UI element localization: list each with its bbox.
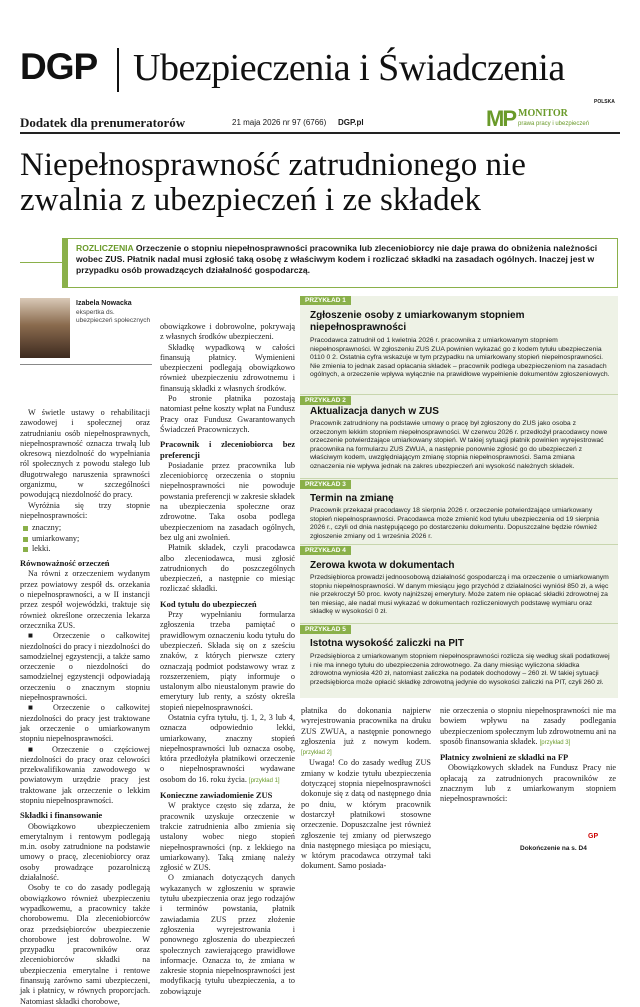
example-body: Pracownik przekazał pracodawcy 18 sierpnia 2026 r. orzeczenie potwierdzające umiarkowany stopień niepełnosprawności. Pracodawca może zmienić kod tytułu ubezpieczenia od 19 sierpnia 2026 r., czyli od dnia następującego po dostarczeniu dokumentu. Dopuszczalne będzie również zgłoszenie zmiany od 1 września 2026 r. — [310, 507, 600, 540]
end-mark-icon: GP — [588, 833, 599, 840]
subheading: Płatnicy zwolnieni ze składki na FP — [440, 752, 569, 763]
example-body: Przedsiębiorca z umiarkowanym stopniem niepełnosprawności rozlicza się według skali podatkowej i nie ma innego tytułu do ubezpieczenia zdrowotnego. Za dany miesiąc wyliczona składka zdrowotna wyniosła 420 zł, natomiast zaliczka na podatek dochodowy – 260 zł. W takiej sytuacji przedsiębiorca może opłacić składkę zdrowotną jedynie do wysokości zaliczki na PIT, czyli 260 zł. — [310, 653, 610, 686]
example-body: Przedsiębiorca prowadzi jednoosobową działalność gospodarczą i ma orzeczenie o umiarkowanym stopniu niepełnosprawności. W danym miesiącu jego przychód z działalności wyniósł 850 zł, a więc nie przekroczył 50 proc. kwoty najniższej emerytury. Może zatem nie opłacać składki zdrowotnej za ten miesiąc, ale nadal musi wykazać w dokumentach rozliczeniowych podstawę wymiaru oraz składkę w wysokości 0 zł. — [310, 574, 609, 616]
example-reference[interactable]: [przykład 1] — [248, 777, 280, 784]
article-column-4 — [440, 706, 616, 805]
paragraph: Przy wypełnianiu formularza zgłoszenia trzeba pamiętać o prawidłowym oznaczeniu kodu tytułu do ubezpieczeń. Składa się on z sześciu znaków, z których pierwsze cztery oznaczają podmiot podstawowy wraz z rozszerzeniem, piąty informuje o ustalonym albo nieustalonym prawie do emerytury lub renty, a szósty określa stopień niepełnosprawności. — [160, 610, 295, 712]
paragraph: Po stronie płatnika pozostają natomiast pełne koszty wpłat na Fundusz Pracy oraz Fundusz Gwarantowanych Świadczeń Pracowniczych. — [160, 394, 295, 434]
example-tag: PRZYKŁAD 4 — [300, 546, 351, 555]
disability-levels-list — [20, 523, 150, 554]
subheading: Składki i finansowanie — [20, 810, 103, 821]
subheading: Kod tytułu do ubezpieczeń — [160, 598, 257, 609]
example-tag: PRZYKŁAD 1 — [300, 296, 351, 305]
example-title: Zerowa kwota w dokumentach — [310, 560, 455, 571]
example-title: Termin na zmianę — [310, 493, 394, 504]
paragraph: W praktyce często się zdarza, że pracownik uzyskuje orzeczenie w trakcie zatrudnienia albo zmienia się ustalony wobec niego stopień niepełnosprawności (np. z lekkiego na umiarkowany). Taką zmianę należy zgłosić w ZUS. — [160, 801, 295, 873]
example-divider — [300, 394, 618, 395]
paragraph: O zmianach dotyczących danych wykazanych w zgłoszeniu w sprawie tytułu ubezpieczenia oraz jego rodzajów i terminów powstania, płatnik zawiadamia ZUS przez złożenie zgłoszenia wyrejestrowania i ponownego zgłoszenia do ubezpieczeń społecznych zawierającego prawidłowe informacje. Oznacza to, że zmiana w zakresie stopnia niepełnosprawności jest modyfikacją tytułu ubezpieczenia, a to zobowiązuje — [160, 873, 295, 996]
site-link[interactable]: DGP.pl — [338, 118, 364, 127]
example-tag: PRZYKŁAD 2 — [300, 396, 351, 405]
example-divider — [300, 478, 618, 479]
paragraph: Uwaga! Co do zasady według ZUS zmiany w kodzie tytułu ubezpieczenia dotyczącej stopnia niepełnosprawności dokonuje się z datą od następnego dnia po dniu, w którym pracownik dostarczył płatnikowi stosowne orzeczenie. Dopuszczalne jest również zgłoszenie tej zmiany od pierwszego dnia następnego miesiąca po miesiącu, w którym pracodawca otrzymał taki dokument. Samo posiada- — [301, 758, 431, 871]
list-item: lekki. — [32, 544, 150, 554]
paragraph: Obowiązkowych składek na Fundusz Pracy nie opłacają za zatrudnionych pracowników ze znacznym lub z umiarkowanym stopniem niepełnosprawności: — [440, 763, 616, 804]
paragraph-text: płatnika do dokonania najpierw wyrejestrowania pracownika na druku ZUS ZWUA, a następnie ponownego zgłoszenia już z nowym kodem. — [301, 706, 431, 746]
issue-date: 21 maja 2026 nr 97 (6766) — [232, 118, 327, 127]
article-lead — [62, 238, 618, 288]
example-title: Aktualizacja danych w ZUS — [310, 406, 439, 417]
paragraph — [160, 713, 295, 786]
logo-separator — [117, 48, 119, 92]
paragraph: Osoby te co do zasady podlegają obowiązkowo również ubezpieczeniu wypadkowemu, a pracownicy także chorobowemu. Dla zleceniobiorców oraz przedsiębiorców ubezpieczenie chorobowe jest dobrowolne. W przypadku pracowników oraz zleceniobiorców składki na ubezpieczenia emerytalne i rentowe finansują zarówno sami ubezpieczeni, jak i płatnicy, w równych proporcjach. Natomiast składki chorobowe, — [20, 883, 150, 1006]
article-column-1 — [20, 408, 150, 1007]
paragraph: Obowiązkowo ubezpieczeniem emerytalnym i rentowym podlegają m.in. osoby zatrudnione na podstawie umowy o pracę, zleceniobiorcy oraz osoby prowadzące pozarolniczą działalność. — [20, 821, 150, 883]
examples-panel — [300, 296, 618, 698]
mp-logo-mark: MP — [486, 106, 515, 131]
paragraph: obowiązkowe i dobrowolne, pokrywają z własnych środków ubezpieczeni. — [160, 322, 295, 342]
paragraph: ■ Orzeczenie o częściowej niezdolności do pracy oraz celowości przekwalifikowania zawodowego w powiatowym urzędzie pracy jest traktowane jak orzeczenie o lekkim stopniu niepełnosprawności. — [20, 744, 150, 805]
example-divider — [300, 544, 618, 545]
subheading: Pracownik i zleceniobiorca bez preferencji — [160, 439, 295, 460]
author-name: Izabela Nowacka — [76, 300, 132, 307]
paragraph — [301, 706, 431, 758]
paragraph: Posiadanie przez pracownika lub zleceniobiorcę orzeczenia o stopniu niepełnosprawności nie powoduje powstania preferencji w zakresie składek na ubezpieczenia społeczne oraz zdrowotne. Taka osoba podlega ubezpieczeniom na zasadach ogólnych, bez ulg ani zwolnień. — [160, 460, 295, 542]
example-title: Istotna wysokość zaliczki na PIT — [310, 638, 464, 649]
author-role: ekspertka ds. ubezpieczeń społecznych — [76, 309, 151, 324]
author-divider — [20, 364, 152, 365]
example-title: Zgłoszenie osoby z umiarkowanym stopniem niepełnosprawności — [310, 310, 525, 333]
paragraph-text: Ostatnia cyfra tytułu, tj. 1, 2, 3 lub 4, oznacza odpowiednio lekki, umiarkowany, znaczny stopień niepełnosprawności lub oznacza osobę, która przedłożyła płatnikowi orzeczenie o niepełnosprawności wydawane osobom do 16. roku życia. — [160, 712, 295, 784]
paragraph — [440, 706, 616, 748]
example-tag: PRZYKŁAD 5 — [300, 625, 351, 634]
continuation-note: Dokończenie na s. D4 — [520, 845, 587, 852]
lead-text: Orzeczenie o stopniu niepełnosprawności pracownika lub zleceniobiorcy nie daje prawa do obniżenia należności wobec ZUS. Płatnik nadal musi zgłosić taką osobę z właściwym kodem i rozliczać składki na zasadach ogólnych. Inaczej jest w przypadku osób prowadzących działalność gospodarczą. — [76, 243, 598, 275]
dgp-logo: DGP — [20, 46, 98, 87]
subheading: Równoważność orzeczeń — [20, 558, 110, 569]
article-column-2 — [160, 322, 295, 997]
subheading: Konieczne zawiadomienie ZUS — [160, 790, 273, 801]
paragraph: ■ Orzeczenie o całkowitej niezdolności do pracy jest traktowane jak orzeczenie o umiarkowanym stopniu niepełnosprawności. — [20, 703, 150, 744]
example-tag: PRZYKŁAD 3 — [300, 480, 351, 489]
example-reference[interactable]: [przykład 3] — [539, 739, 571, 746]
example-divider — [300, 623, 618, 624]
mp-logo-name: MONITOR — [518, 108, 568, 119]
paragraph-text: nie orzeczenia o stopniu niepełnosprawności nie ma bowiem wpływu na zasady podlegania ubezpieczeniom społecznym lub zdrowotnemu ani na sposób finansowania składek. — [440, 706, 616, 746]
list-item: umiarkowany; — [32, 534, 150, 544]
example-reference[interactable]: [przykład 2] — [301, 750, 332, 757]
example-body: Pracodawca zatrudnił od 1 kwietnia 2026 r. pracownika z umiarkowanym stopniem niepełnosprawności. W zgłoszeniu ZUS ZUA powinien wykazać go z kodem tytułu ubezpieczenia 0110 0 2. Ostatnia cyfra wskazuje w tym przypadku na umiarkowany stopień niepełnosprawności. Nie zmienia to jednak zasad opłacania składek – pracownik podlega ubezpieczeniom na zasadach ogólnych, a orzeczenie wpływa wyłącznie na prawidłowe wypełnienie dokumentów zgłoszeniowych. — [310, 337, 610, 379]
masthead-rule — [20, 132, 620, 134]
list-item: znaczny; — [32, 523, 150, 533]
supplement-subtitle: Dodatek dla prenumeratorów — [20, 115, 186, 130]
example-body: Pracownik zatrudniony na podstawie umowy o pracę był zgłoszony do ZUS jako osoba z orzeczonym lekkim stopniem niepełnosprawności. W czerwcu 2026 r. przedłożył pracodawcy nowe orzeczenie potwierdzające umiarkowany stopień. W takiej sytuacji płatnik powinien wyrejestrować pracownika na formularzu ZUS ZWUA, a następnie ponownie zgłosić go do ubezpieczeń z właściwym kodem, uwzględniającym zmianę stopnia niepełnosprawności. Sama zmiana oznaczenia nie wpływa jednak na zakres ubezpieczeń ani wysokość należnych składek. — [310, 420, 608, 470]
country-label: POLSKA — [594, 99, 615, 105]
author-photo — [20, 298, 70, 358]
paragraph: Płatnik składek, czyli pracodawca albo zleceniodawca, musi zgłosić zatrudnionych do poszczególnych ubezpieczeń, a następnie co miesiąc rozliczać składki. — [160, 543, 295, 594]
mp-logo-tagline: prawa pracy i ubezpieczeń — [518, 121, 590, 127]
lead-connector — [20, 262, 62, 263]
paragraph: ■ Orzeczenie o całkowitej niezdolności do pracy i niezdolności do samodzielnej egzystencji, a także samo orzeczenie o niezdolności do samodzielnej egzystencji odpowiadają orzeczeniu o znacznym stopniu niepełnosprawności. — [20, 631, 150, 703]
lead-tag: ROZLICZENIA — [76, 243, 134, 253]
paragraph: Składkę wypadkową w całości finansują płatnicy. Wymienieni ubezpieczeni podlegają obowiązkowo również ubezpieczeniu zdrowotnemu i finansują składki z własnych środków. — [160, 342, 295, 393]
article-column-3 — [301, 706, 431, 872]
paragraph: Na równi z orzeczeniem wydanym przez powiatowy zespół ds. orzekania o niepełnosprawności, a w II instancji przez zespół wojewódzki, traktuje się również określone orzeczenia lekarza orzecznika ZUS. — [20, 569, 150, 630]
paragraph: W świetle ustawy o rehabilitacji zawodowej i społecznej oraz zatrudnianiu osób niepełnosprawnych, niepełnosprawność oznacza trwałą lub okresową niezdolność do wypełniania ról społecznych z powodu stałego lub długotrwałego naruszenia sprawności organizmu, w szczególności powodującą niezdolność do pracy. — [20, 408, 150, 500]
article-headline: Niepełnosprawność zatrudnionego nie zwalnia z ubezpieczeń i ze składek — [20, 147, 526, 218]
section-title: Ubezpieczenia i Świadczenia — [133, 47, 565, 89]
paragraph: Wyróżnia się trzy stopnie niepełnosprawności: — [20, 500, 150, 520]
